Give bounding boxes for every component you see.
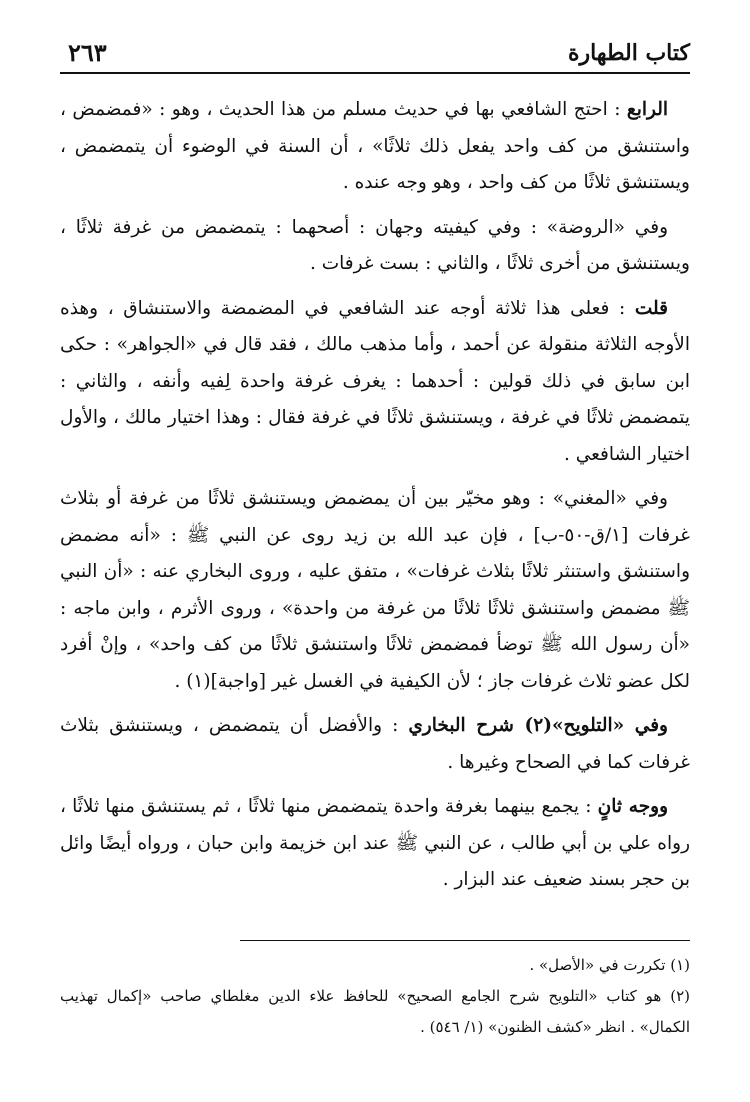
paragraph-text: وفي «الروضة» : وفي كيفيته وجهان : أصحهما : يتمضمض من غرفة ثلاثًا ، ويستنشق من أخرى ثلاثًا ، والثاني : بست غرفات . bbox=[60, 216, 690, 274]
header-rule bbox=[60, 72, 690, 74]
footnote-rule bbox=[240, 940, 690, 941]
paragraph-lead: الرابع bbox=[626, 99, 668, 120]
paragraph-text: : يجمع بينهما بغرفة واحدة يتمضمض منها ثلاثًا ، ثم يستنشق منها ثلاثًا ، رواه علي بن أبي طالب ، عن النبي ﷺ عند ابن خزيمة وابن حبان ، ورواه أيضًا وائل بن حجر بسند ضعيف عند البزار . bbox=[60, 796, 690, 890]
paragraph-text: : فعلى هذا ثلاثة أوجه عند الشافعي في المضمضة والاستنشاق ، وهذه الأوجه الثلاثة منقولة عن أحمد ، وأما مذهب مالك ، فقد قال في «الجواهر» : حكى ابن سابق في ذلك قولين : أحدهما : يغرف غرفة واحدة لِفيه وأنفه ، والثاني : يتمضمض ثلاثًا في غرفة ، ويستنشق ثلاثًا في غرفة فقال : وهذا اختيار مالك ، والأول اختيار الشافعي . bbox=[60, 297, 690, 465]
paragraph-mughni bbox=[60, 481, 690, 700]
paragraph-text: : احتج الشافعي بها في حديث مسلم من هذا الحديث ، وهو : «فمضمض ، واستنشق من كف واحد يفعل ذلك ثلاثًا» ، أن السنة في الوضوء أن يتمضمض ، ويستنشق ثلاثًا من كف واحد ، وهو وجه عنده . bbox=[60, 99, 690, 193]
paragraph-qultu bbox=[60, 291, 690, 474]
footnotes bbox=[60, 950, 690, 1043]
paragraph-lead: ووجه ثانٍ bbox=[597, 796, 668, 817]
running-title: كتاب الطهارة bbox=[567, 40, 690, 66]
footnote-2: (٢) هو كتاب «التلويح شرح الجامع الصحيح» للحافظ علاء الدين مغلطاي صاحب «إكمال تهذيب الكمال» . انظر «كشف الظنون» (١/ ٥٤٦) . bbox=[60, 987, 690, 1036]
paragraph-text: : والأفضل أن يتمضمض ، ويستنشق بثلاث غرفات كما في الصحاح وغيرها . bbox=[60, 715, 690, 773]
main-text bbox=[60, 92, 690, 907]
paragraph-lead: قلت bbox=[634, 297, 668, 319]
paragraph-second-way bbox=[60, 789, 690, 899]
page-number: ٢٦٣ bbox=[68, 38, 107, 67]
page-header bbox=[60, 36, 690, 76]
book-page bbox=[60, 0, 690, 1102]
paragraph-lead: وفي «التلويح»(٢) شرح البخاري bbox=[408, 715, 668, 736]
paragraph-fourth bbox=[60, 92, 690, 202]
paragraph-rawda bbox=[60, 210, 690, 283]
paragraph-text: وفي «المغني» : وهو مخيّر بين أن يمضمض ويستنشق ثلاثًا من غرفة أو بثلاث غرفات [١/ق-٥٠-ب] ، فإن عبد الله بن زيد روى عن النبي ﷺ : «أنه مضمض واستنشق واستنثر ثلاثًا بثلاث غرفات» ، متفق عليه ، وروى البخاري عنه : «أن النبي ﷺ مضمض واستنشق ثلاثًا ثلاثًا من غرفة من واحدة» ، وروى الأثرم ، وابن ماجه : «أن رسول الله ﷺ توضأ فمضمض ثلاثًا واستنشق ثلاثًا من كف واحد» ، وإنْ أفرد لكل عضو ثلاث غرفات جاز ؛ لأن الكيفية في الغسل غير [واجبة](١) . bbox=[60, 488, 690, 692]
footnote-1: (١) تكررت في «الأصل» . bbox=[529, 956, 690, 974]
paragraph-talwih bbox=[60, 708, 690, 781]
